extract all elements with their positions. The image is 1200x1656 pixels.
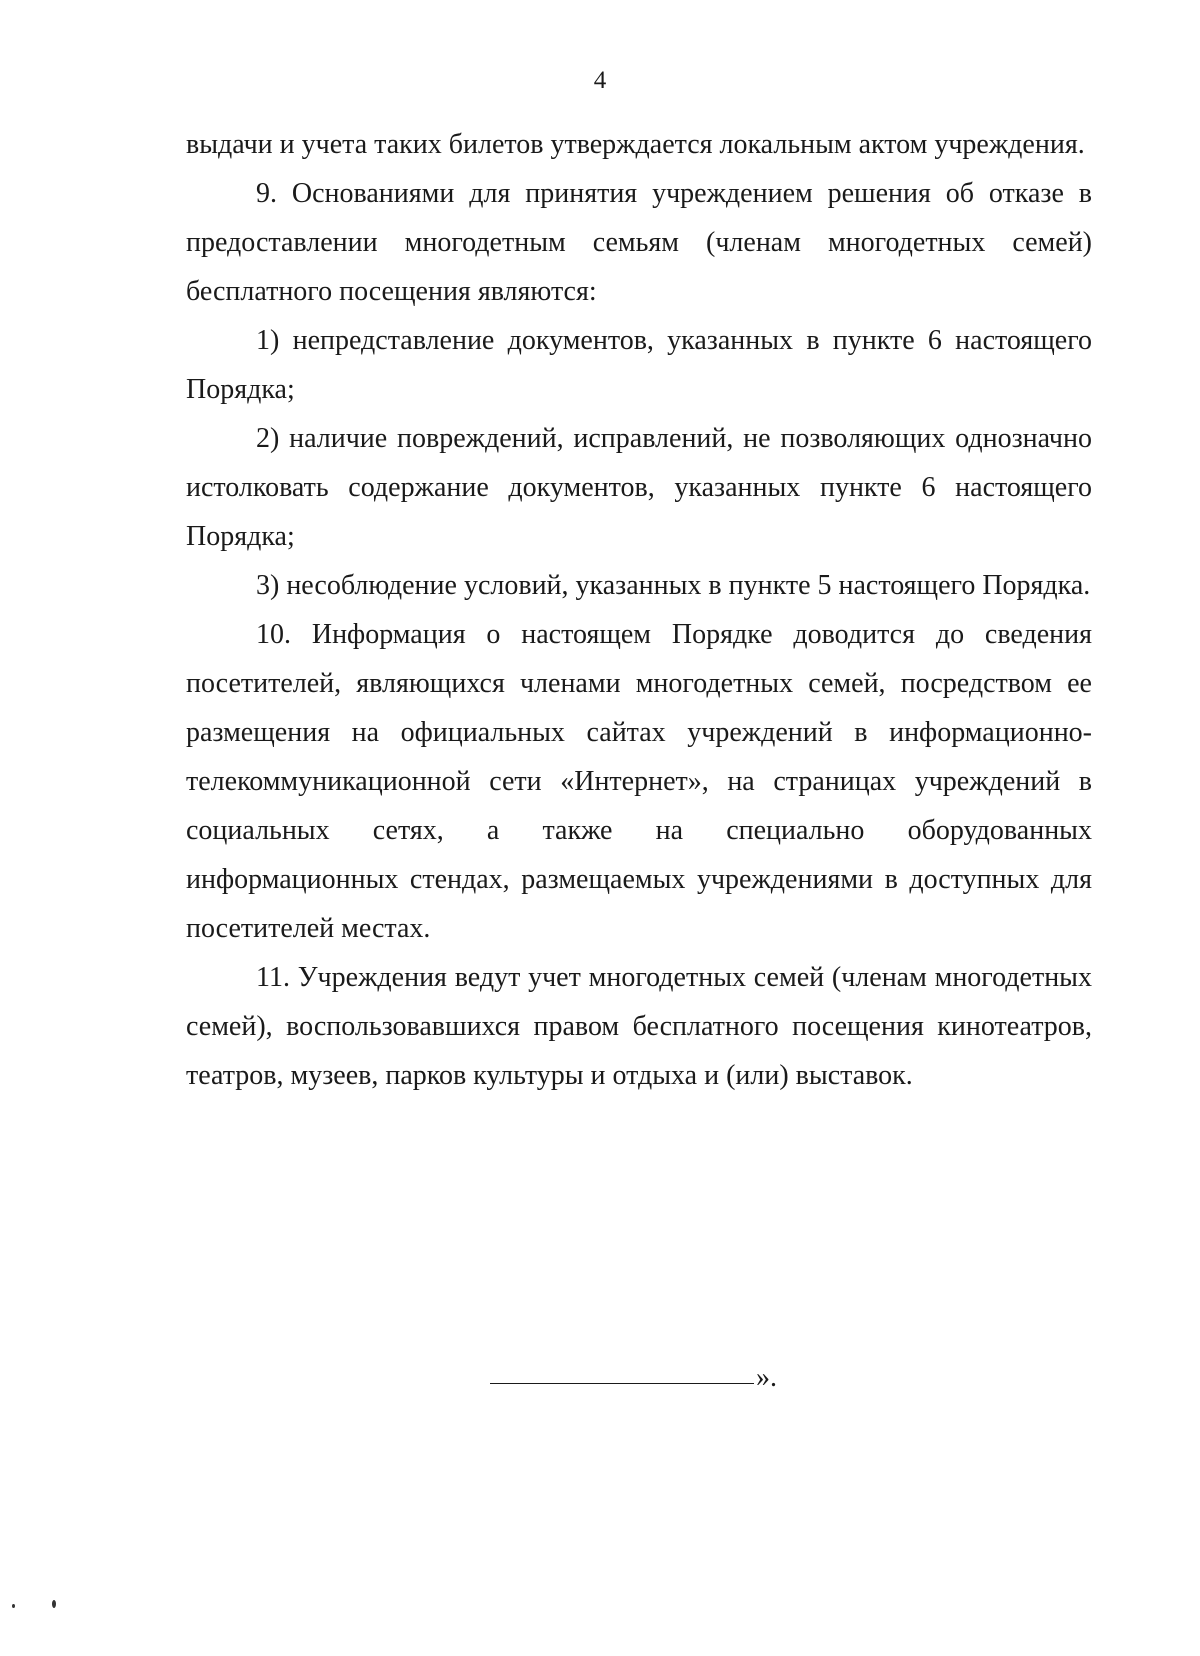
- scan-speck: [12, 1604, 15, 1608]
- document-body: [186, 120, 1092, 1100]
- paragraph-continuation: выдачи и учета таких билетов утверждается локальным актом учреждения.: [186, 129, 1085, 160]
- scan-speck: [52, 1600, 56, 1608]
- closing-quote: ».: [756, 1362, 777, 1393]
- paragraph-item-10: 10. Информация о настоящем Порядке доводится до сведения посетителей, являющихся членами многодетных семей, посредством ее размещения на официальных сайтах учреждений в информационно-телекоммуникационной сети «Интернет», на страницах учреждений в социальных сетях, а также на специально оборудованных информационных стендах, размещаемых учреждениями в доступных для посетителей местах.: [186, 619, 1092, 944]
- closing-rule: [490, 1383, 754, 1384]
- paragraph-subitem-3: 3) несоблюдение условий, указанных в пункте 5 настоящего Порядка.: [256, 570, 1091, 601]
- closing-mark: [490, 1358, 777, 1398]
- paragraph-subitem-2: 2) наличие повреждений, исправлений, не позволяющих однозначно истолковать содержание документов, указанных пункте 6 настоящего Порядка;: [186, 423, 1092, 552]
- paragraph-subitem-1: 1) непредставление документов, указанных в пункте 6 настоящего Порядка;: [186, 325, 1092, 405]
- paragraph-item-9: 9. Основаниями для принятия учреждением решения об отказе в предоставлении многодетным семьям (членам многодетных семей) бесплатного посещения являются:: [186, 178, 1092, 307]
- page-number: 4: [593, 67, 607, 94]
- paragraph-item-11: 11. Учреждения ведут учет многодетных семей (членам многодетных семей), воспользовавшихся правом бесплатного посещения кинотеатров, театров, музеев, парков культуры и отдыха и (или) выставок.: [186, 962, 1092, 1091]
